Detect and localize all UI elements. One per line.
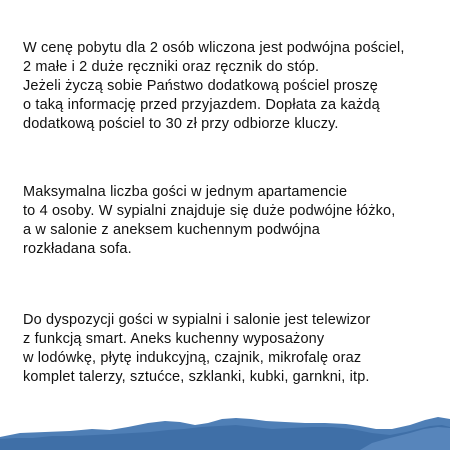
mountain-silhouette-decoration: [0, 405, 450, 450]
bedding-towels-paragraph: W cenę pobytu dla 2 osób wliczona jest podwójna pościel, 2 małe i 2 duże ręczniki oraz ręcznik do stóp. Jeżeli życzą sobie Państwo dodatkową pościel proszę o taką informację przed przyjazdem. Dopłata za każdą dodatkową pościel to 30 zł przy odbiorze kluczy.: [23, 40, 405, 132]
guest-capacity-paragraph: Maksymalna liczba gości w jednym apartamencie to 4 osoby. W sypialni znajduje się duże podwójne łóżko, a w salonie z aneksem kuchennym podwójna rozkładana sofa.: [23, 184, 396, 257]
amenities-paragraph: Do dyspozycji gości w sypialni i salonie jest telewizor z funkcją smart. Aneks kuchenny wyposażony w lodówkę, płytę indukcyjną, czajnik, mikrofalę oraz komplet talerzy, sztućce, szklanki, kubki, garnkni, itp.: [23, 312, 371, 385]
